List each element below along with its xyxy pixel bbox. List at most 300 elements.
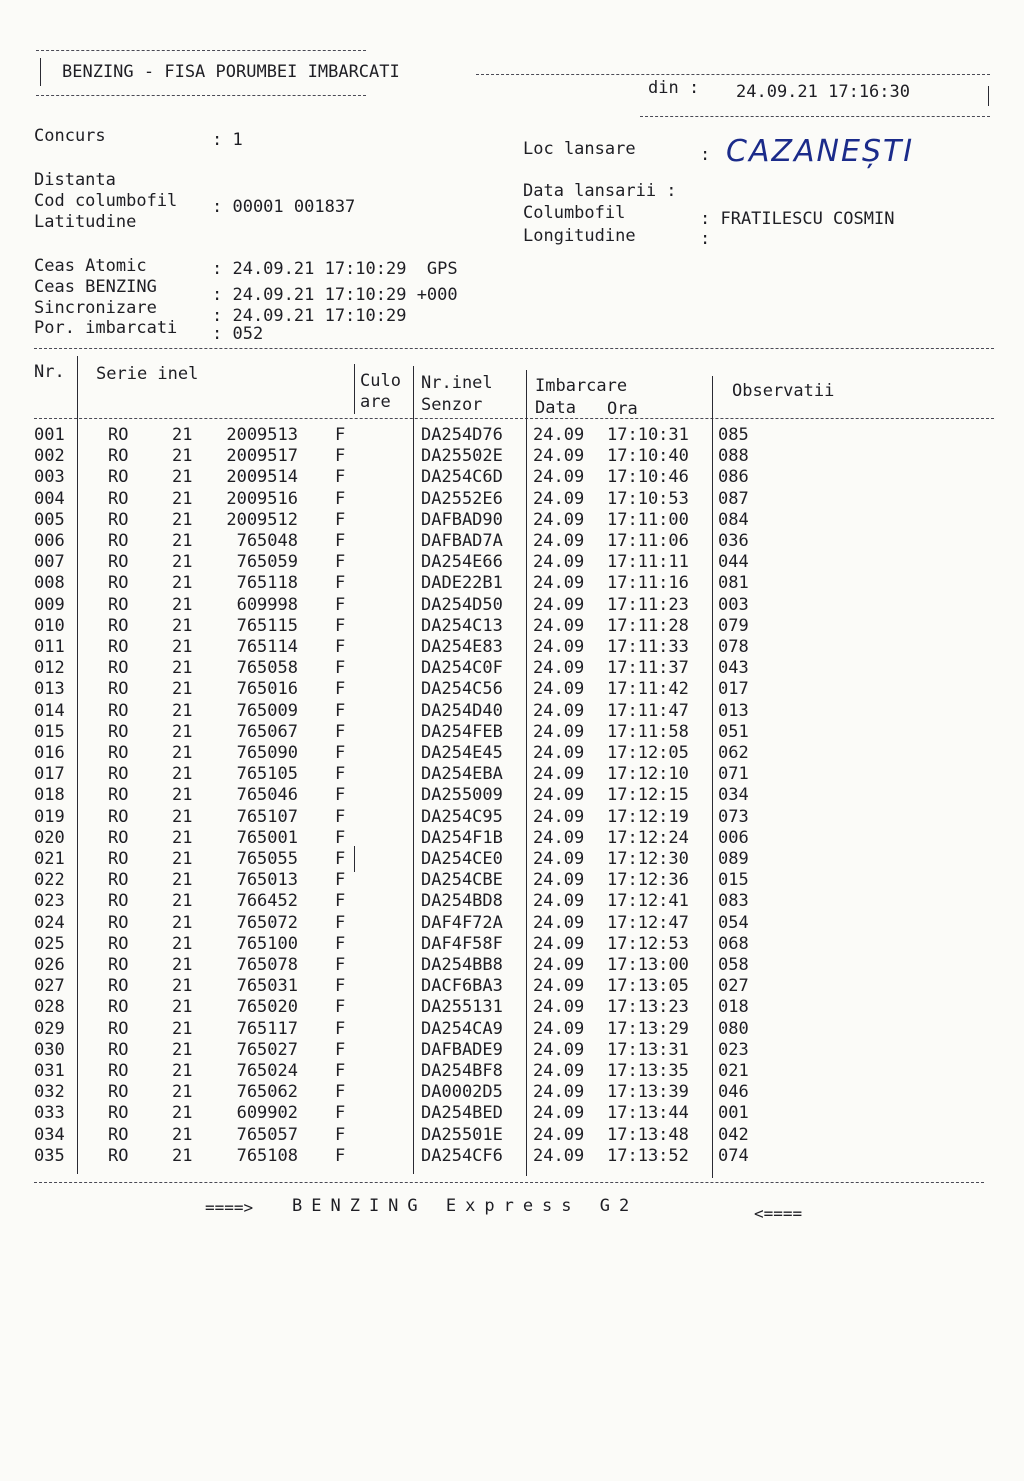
row-number: 026 xyxy=(34,955,65,975)
title-top-rule xyxy=(36,50,366,51)
por-imbarcati-label: Por. imbarcati xyxy=(34,318,178,338)
boarding-date: 24.09 xyxy=(533,955,585,975)
boarding-time: 17:10:31 xyxy=(607,425,689,445)
boarding-date: 24.09 xyxy=(533,743,585,763)
sensor-ring: DA254CE0 xyxy=(421,849,503,869)
boarding-date: 24.09 xyxy=(533,785,585,806)
boarding-time: 17:13:29 xyxy=(607,1018,689,1039)
boarding-date: 24.09 xyxy=(533,531,585,551)
loc-lansare-handwritten: CAZANEȘTI xyxy=(726,134,915,169)
boarding-time: 17:13:44 xyxy=(607,1103,689,1124)
country-code: RO xyxy=(108,1018,129,1039)
boarding-date: 24.09 xyxy=(533,658,585,679)
row-number: 013 xyxy=(34,679,65,700)
ring-number: 765114 xyxy=(236,637,298,657)
boarding-date: 24.09 xyxy=(533,1124,585,1145)
country-code: RO xyxy=(108,467,129,488)
year: 21 xyxy=(172,785,193,806)
row-number: 024 xyxy=(34,912,65,933)
row-number: 022 xyxy=(34,870,65,891)
sensor-ring: DA25502E xyxy=(421,446,503,467)
ring-number: 765090 xyxy=(236,743,298,763)
boarding-date: 24.09 xyxy=(533,1145,585,1166)
sensor-ring: DA254BF8 xyxy=(421,1061,503,1081)
sensor-ring: DA25501E xyxy=(421,1124,503,1145)
observation: 015 xyxy=(718,870,749,891)
sensor-ring: DA254D50 xyxy=(421,594,503,615)
year: 21 xyxy=(172,1145,193,1166)
sensor-ring: DA254C0F xyxy=(421,658,503,679)
country-code: RO xyxy=(108,700,129,721)
table-row xyxy=(0,849,1024,870)
ring-number: 765013 xyxy=(236,870,298,891)
table-row xyxy=(0,446,1024,467)
observation: 027 xyxy=(718,976,749,997)
table-row xyxy=(0,934,1024,955)
table-row xyxy=(0,870,1024,891)
year: 21 xyxy=(172,467,193,488)
ring-number: 765057 xyxy=(236,1124,298,1145)
ring-number: 609902 xyxy=(236,1103,298,1124)
sensor-ring: DAFBADE9 xyxy=(421,1039,503,1060)
table-row xyxy=(0,531,1024,552)
col-header-nrinel-2: Senzor xyxy=(421,395,483,415)
year: 21 xyxy=(172,446,193,467)
boarding-date: 24.09 xyxy=(533,997,585,1018)
ceas-benzing-value: : 24.09.21 17:10:29 +000 xyxy=(212,285,458,305)
row-number: 007 xyxy=(34,552,65,573)
ring-number: 765048 xyxy=(236,531,298,551)
observation: 068 xyxy=(718,933,749,954)
table-row xyxy=(0,701,1024,722)
observation: 043 xyxy=(718,658,749,679)
boarding-date: 24.09 xyxy=(533,467,585,488)
observation: 023 xyxy=(718,1039,749,1060)
col-header-imbarcare: Imbarcare xyxy=(535,376,628,396)
table-row xyxy=(0,1019,1024,1040)
ring-number: 2009514 xyxy=(226,467,298,488)
sensor-ring: DAF4F72A xyxy=(421,912,503,933)
row-number: 025 xyxy=(34,933,65,954)
sensor-ring: DA254D40 xyxy=(421,700,503,721)
year: 21 xyxy=(172,827,193,848)
sex: F xyxy=(335,743,346,763)
ceas-atomic-value: : 24.09.21 17:10:29 GPS xyxy=(212,259,458,279)
boarding-date: 24.09 xyxy=(533,700,585,721)
row-number: 028 xyxy=(34,997,65,1018)
boarding-time: 17:11:11 xyxy=(607,552,689,573)
boarding-date: 24.09 xyxy=(533,679,585,700)
boarding-time: 17:10:46 xyxy=(607,467,689,488)
boarding-time: 17:11:16 xyxy=(607,573,689,594)
boarding-time: 17:13:31 xyxy=(607,1039,689,1060)
sex: F xyxy=(335,1145,346,1166)
observation: 013 xyxy=(718,700,749,721)
year: 21 xyxy=(172,531,193,551)
observation: 089 xyxy=(718,849,749,869)
country-code: RO xyxy=(108,637,129,657)
cod-columbofil-value: : 00001 001837 xyxy=(212,197,356,217)
sex: F xyxy=(335,509,346,530)
row-number: 009 xyxy=(34,594,65,615)
table-row xyxy=(0,573,1024,594)
col-header-observatii: Observatii xyxy=(732,381,835,401)
boarding-date: 24.09 xyxy=(533,912,585,933)
table-row xyxy=(0,955,1024,976)
row-number: 023 xyxy=(34,891,65,912)
observation: 086 xyxy=(718,467,749,488)
col-header-ora: Ora xyxy=(607,399,638,419)
row-number: 032 xyxy=(34,1082,65,1103)
observation: 078 xyxy=(718,637,749,657)
sex: F xyxy=(335,764,346,785)
country-code: RO xyxy=(108,531,129,551)
country-code: RO xyxy=(108,1103,129,1124)
ring-number: 765108 xyxy=(236,1145,298,1166)
observation: 021 xyxy=(718,1061,749,1081)
country-code: RO xyxy=(108,488,129,509)
year: 21 xyxy=(172,1018,193,1039)
sex: F xyxy=(335,933,346,954)
boarding-time: 17:13:48 xyxy=(607,1124,689,1145)
table-row xyxy=(0,828,1024,849)
boarding-date: 24.09 xyxy=(533,615,585,636)
sex: F xyxy=(335,827,346,848)
ring-number: 2009517 xyxy=(226,446,298,467)
country-code: RO xyxy=(108,1061,129,1081)
sensor-ring: DAFBAD90 xyxy=(421,509,503,530)
table-row xyxy=(0,1061,1024,1082)
boarding-time: 17:10:53 xyxy=(607,488,689,509)
year: 21 xyxy=(172,1103,193,1124)
boarding-date: 24.09 xyxy=(533,721,585,742)
observation: 003 xyxy=(718,594,749,615)
sensor-ring: DA254C95 xyxy=(421,806,503,827)
sensor-ring: DA254D76 xyxy=(421,425,503,445)
table-row xyxy=(0,552,1024,573)
ring-number: 765100 xyxy=(236,933,298,954)
year: 21 xyxy=(172,997,193,1018)
col-header-data: Data xyxy=(535,398,576,418)
col-header-nr: Nr. xyxy=(34,362,65,382)
sex: F xyxy=(335,1103,346,1124)
table-row xyxy=(0,1146,1024,1167)
boarding-time: 17:13:23 xyxy=(607,997,689,1018)
por-imbarcati-value: : 052 xyxy=(212,324,264,344)
row-number: 008 xyxy=(34,573,65,594)
concurs-value: : 1 xyxy=(212,130,243,150)
footer-left-arrow: ====> xyxy=(205,1198,254,1217)
boarding-date: 24.09 xyxy=(533,891,585,912)
row-number: 010 xyxy=(34,615,65,636)
boarding-date: 24.09 xyxy=(533,509,585,530)
boarding-date: 24.09 xyxy=(533,1039,585,1060)
boarding-time: 17:13:52 xyxy=(607,1145,689,1166)
title-left-bar xyxy=(40,58,41,86)
columbofil-label: Columbofil xyxy=(523,203,626,223)
boarding-date: 24.09 xyxy=(533,637,585,657)
boarding-date: 24.09 xyxy=(533,806,585,827)
ring-number: 765067 xyxy=(236,721,298,742)
table-row xyxy=(0,722,1024,743)
country-code: RO xyxy=(108,891,129,912)
boarding-date: 24.09 xyxy=(533,933,585,954)
boarding-time: 17:11:58 xyxy=(607,721,689,742)
sex: F xyxy=(335,976,346,997)
col-header-culoare-1: Culo xyxy=(360,371,401,391)
observation: 042 xyxy=(718,1124,749,1145)
year: 21 xyxy=(172,891,193,912)
country-code: RO xyxy=(108,785,129,806)
date-right-bar xyxy=(988,86,989,106)
table-row xyxy=(0,913,1024,934)
boarding-time: 17:12:15 xyxy=(607,785,689,806)
country-code: RO xyxy=(108,1039,129,1060)
columbofil-value: : FRATILESCU COSMIN xyxy=(700,209,895,229)
ring-number: 765117 xyxy=(236,1018,298,1039)
year: 21 xyxy=(172,912,193,933)
sensor-ring: DA0002D5 xyxy=(421,1082,503,1103)
boarding-time: 17:11:47 xyxy=(607,700,689,721)
row-number: 031 xyxy=(34,1061,65,1081)
country-code: RO xyxy=(108,849,129,869)
boarding-time: 17:12:41 xyxy=(607,891,689,912)
boarding-time: 17:11:06 xyxy=(607,531,689,551)
sex: F xyxy=(335,573,346,594)
sensor-ring: DA254CF6 xyxy=(421,1145,503,1166)
table-row xyxy=(0,1103,1024,1124)
year: 21 xyxy=(172,552,193,573)
boarding-date: 24.09 xyxy=(533,573,585,594)
longitudine-label: Longitudine xyxy=(523,226,636,246)
observation: 046 xyxy=(718,1082,749,1103)
country-code: RO xyxy=(108,615,129,636)
boarding-time: 17:11:28 xyxy=(607,615,689,636)
ceas-benzing-label: Ceas BENZING xyxy=(34,277,157,297)
observation: 017 xyxy=(718,679,749,700)
year: 21 xyxy=(172,679,193,700)
sex: F xyxy=(335,1061,346,1081)
country-code: RO xyxy=(108,552,129,573)
sensor-ring: DA254E66 xyxy=(421,552,503,573)
cod-columbofil-label: Cod columbofil xyxy=(34,191,178,211)
year: 21 xyxy=(172,1061,193,1081)
row-number: 035 xyxy=(34,1145,65,1166)
boarding-time: 17:12:30 xyxy=(607,849,689,869)
year: 21 xyxy=(172,700,193,721)
year: 21 xyxy=(172,509,193,530)
table-row xyxy=(0,976,1024,997)
table-header-rule xyxy=(34,418,994,419)
country-code: RO xyxy=(108,743,129,763)
boarding-time: 17:13:39 xyxy=(607,1082,689,1103)
data-lansarii-label: Data lansarii : xyxy=(523,181,677,201)
row-number: 012 xyxy=(34,658,65,679)
sex: F xyxy=(335,615,346,636)
sensor-ring: DA254C6D xyxy=(421,467,503,488)
title-bottom-rule xyxy=(36,95,366,96)
observation: 018 xyxy=(718,997,749,1018)
observation: 058 xyxy=(718,955,749,975)
year: 21 xyxy=(172,594,193,615)
row-number: 033 xyxy=(34,1103,65,1124)
row-number: 034 xyxy=(34,1124,65,1145)
year: 21 xyxy=(172,425,193,445)
sex: F xyxy=(335,1039,346,1060)
longitudine-sep: : xyxy=(700,229,711,249)
country-code: RO xyxy=(108,509,129,530)
boarding-time: 17:11:23 xyxy=(607,594,689,615)
country-code: RO xyxy=(108,446,129,467)
sensor-ring: DA255131 xyxy=(421,997,503,1018)
country-code: RO xyxy=(108,1124,129,1145)
ring-number: 765024 xyxy=(236,1061,298,1081)
boarding-time: 17:12:24 xyxy=(607,827,689,848)
boarding-time: 17:11:33 xyxy=(607,637,689,657)
sensor-ring: DA2552E6 xyxy=(421,488,503,509)
country-code: RO xyxy=(108,870,129,891)
boarding-date: 24.09 xyxy=(533,1018,585,1039)
table-top-rule xyxy=(34,348,994,349)
observation: 001 xyxy=(718,1103,749,1124)
boarding-time: 17:13:00 xyxy=(607,955,689,975)
sex: F xyxy=(335,446,346,467)
table-row xyxy=(0,595,1024,616)
table-row xyxy=(0,764,1024,785)
date-top-rule xyxy=(476,74,990,75)
boarding-time: 17:13:05 xyxy=(607,976,689,997)
boarding-date: 24.09 xyxy=(533,446,585,467)
observation: 054 xyxy=(718,912,749,933)
col-header-serie: Serie inel xyxy=(96,364,199,384)
boarding-time: 17:10:40 xyxy=(607,446,689,467)
country-code: RO xyxy=(108,573,129,594)
boarding-date: 24.09 xyxy=(533,827,585,848)
table-row xyxy=(0,891,1024,912)
sex: F xyxy=(335,1018,346,1039)
sex: F xyxy=(335,870,346,891)
boarding-date: 24.09 xyxy=(533,1082,585,1103)
sex: F xyxy=(335,955,346,975)
sensor-ring: DA254BD8 xyxy=(421,891,503,912)
ring-number: 766452 xyxy=(236,891,298,912)
country-code: RO xyxy=(108,806,129,827)
country-code: RO xyxy=(108,1145,129,1166)
footer-text: BENZING Express G2 xyxy=(292,1196,639,1216)
boarding-time: 17:12:10 xyxy=(607,764,689,785)
year: 21 xyxy=(172,658,193,679)
ring-number: 765001 xyxy=(236,827,298,848)
table-row xyxy=(0,807,1024,828)
boarding-time: 17:12:47 xyxy=(607,912,689,933)
observation: 079 xyxy=(718,615,749,636)
observation: 073 xyxy=(718,806,749,827)
observation: 080 xyxy=(718,1018,749,1039)
sex: F xyxy=(335,997,346,1018)
row-number: 029 xyxy=(34,1018,65,1039)
boarding-date: 24.09 xyxy=(533,552,585,573)
sex: F xyxy=(335,637,346,657)
ring-number: 765072 xyxy=(236,912,298,933)
boarding-time: 17:12:05 xyxy=(607,743,689,763)
boarding-date: 24.09 xyxy=(533,488,585,509)
document-title: BENZING - FISA PORUMBEI IMBARCATI xyxy=(62,62,400,82)
ring-number: 765031 xyxy=(236,976,298,997)
sensor-ring: DA254BB8 xyxy=(421,955,503,975)
table-row xyxy=(0,1040,1024,1061)
observation: 081 xyxy=(718,573,749,594)
sex: F xyxy=(335,594,346,615)
table-row xyxy=(0,637,1024,658)
row-number: 030 xyxy=(34,1039,65,1060)
sensor-ring: DA254FEB xyxy=(421,721,503,742)
sex: F xyxy=(335,785,346,806)
ring-number: 765062 xyxy=(236,1082,298,1103)
year: 21 xyxy=(172,573,193,594)
sex: F xyxy=(335,891,346,912)
country-code: RO xyxy=(108,827,129,848)
country-code: RO xyxy=(108,933,129,954)
table-bottom-rule xyxy=(34,1182,984,1183)
country-code: RO xyxy=(108,955,129,975)
sensor-ring: DA254BED xyxy=(421,1103,503,1124)
date-bottom-rule xyxy=(640,116,990,117)
sex: F xyxy=(335,425,346,445)
boarding-date: 24.09 xyxy=(533,425,585,445)
boarding-time: 17:11:37 xyxy=(607,658,689,679)
table-row xyxy=(0,489,1024,510)
year: 21 xyxy=(172,955,193,975)
sensor-ring: DAF4F58F xyxy=(421,933,503,954)
sincronizare-label: Sincronizare xyxy=(34,298,157,318)
row-number: 006 xyxy=(34,531,65,551)
sex: F xyxy=(335,721,346,742)
boarding-time: 17:11:42 xyxy=(607,679,689,700)
boarding-date: 24.09 xyxy=(533,849,585,869)
row-number: 021 xyxy=(34,849,65,869)
footer-right-arrow: <==== xyxy=(754,1204,803,1223)
boarding-date: 24.09 xyxy=(533,976,585,997)
observation: 083 xyxy=(718,891,749,912)
ring-number: 765059 xyxy=(236,552,298,573)
sensor-ring: DA254C56 xyxy=(421,679,503,700)
boarding-time: 17:12:53 xyxy=(607,933,689,954)
row-number: 002 xyxy=(34,446,65,467)
year: 21 xyxy=(172,615,193,636)
sensor-ring: DA255009 xyxy=(421,785,503,806)
boarding-date: 24.09 xyxy=(533,1103,585,1124)
col-header-culoare-2: are xyxy=(360,392,391,412)
observation: 088 xyxy=(718,446,749,467)
sensor-ring: DA254CBE xyxy=(421,870,503,891)
sensor-ring: DA254F1B xyxy=(421,827,503,848)
ceas-atomic-label: Ceas Atomic xyxy=(34,256,147,276)
year: 21 xyxy=(172,488,193,509)
table-row xyxy=(0,467,1024,488)
boarding-date: 24.09 xyxy=(533,870,585,891)
year: 21 xyxy=(172,849,193,869)
sensor-ring: DA254CA9 xyxy=(421,1018,503,1039)
year: 21 xyxy=(172,637,193,657)
sensor-ring: DA254E45 xyxy=(421,743,503,763)
year: 21 xyxy=(172,1039,193,1060)
observation: 085 xyxy=(718,425,749,445)
year: 21 xyxy=(172,764,193,785)
ring-number: 765055 xyxy=(236,849,298,869)
din-value: 24.09.21 17:16:30 xyxy=(736,82,910,102)
row-number: 011 xyxy=(34,637,65,657)
sex: F xyxy=(335,1082,346,1103)
